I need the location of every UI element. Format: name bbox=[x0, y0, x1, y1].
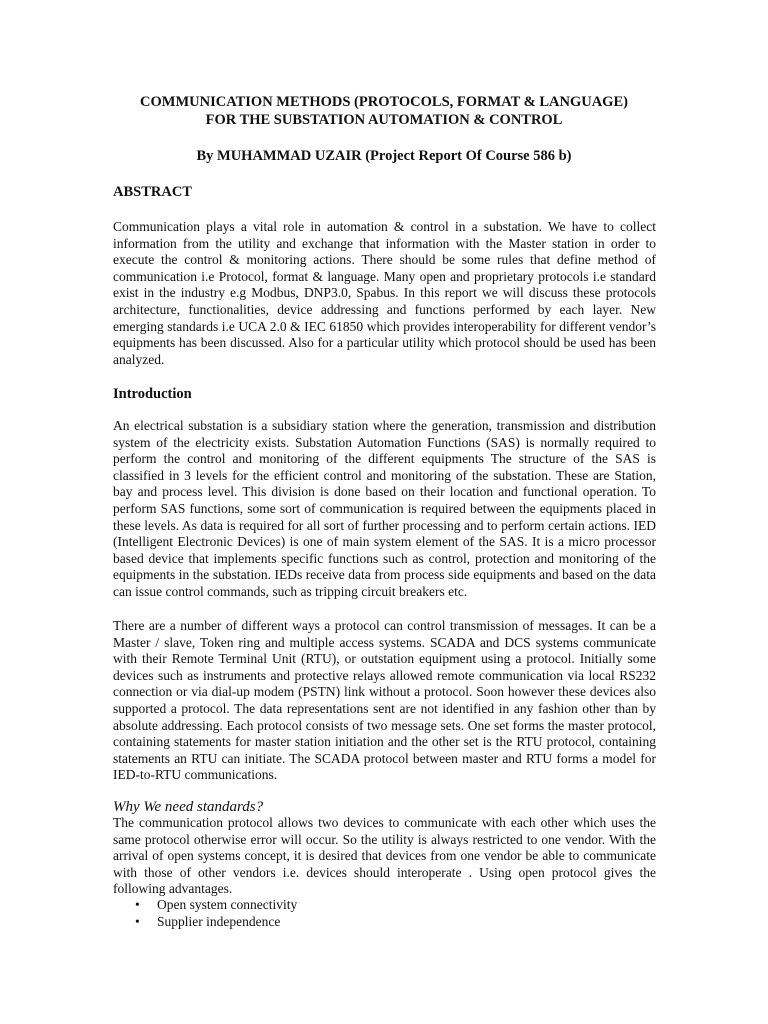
list-item bbox=[113, 914, 656, 931]
list-item bbox=[113, 897, 656, 914]
introduction-paragraph-2: There are a number of different ways a protocol can control transmission of messages. It can be a Master / slave, Token ring and multiple access systems. SCADA and DCS systems communicate with their Remote Terminal Unit (RTU), or outstation equipment using a protocol. Initially some devices such as instruments and protective relays allowed remote communication via local RS232 connection or via dial-up modem (PSTN) link without a protocol. Soon however these devices also supported a protocol. The data representations sent are not identified in any fashion other than by absolute addressing. Each protocol consists of two message sets. One set forms the master protocol, containing statements for master station initiation and the other set is the RTU protocol, containing statements an RTU can initiate. The SCADA protocol between master and RTU forms a model for IED-to-RTU communications. bbox=[113, 618, 656, 783]
introduction-paragraph-1: An electrical substation is a subsidiary station where the generation, transmission and distribution system of the electricity exists. Substation Automation Functions (SAS) is normally required to perform the control and monitoring of the different equipments The structure of the SAS is classified in 3 levels for the efficient control and monitoring of the substation. These are Station, bay and process level. This division is done based on their location and functional operation. To perform SAS functions, some sort of communication is required between the equipments placed in these levels. As data is required for all sort of further processing and to perform certain actions. IED (Intelligent Electronic Devices) is one of main system element of the SAS. It is a micro processor based device that implements specific functions such as control, protection and monitoring of the equipments in the substation. IEDs receive data from process side equipments and based on the data can issue control commands, such as tripping circuit breakers etc. bbox=[113, 418, 656, 599]
abstract-heading: ABSTRACT bbox=[113, 184, 192, 200]
author-byline: By MUHAMMAD UZAIR (Project Report Of Course 586 b) bbox=[196, 148, 572, 164]
introduction-heading: Introduction bbox=[113, 386, 192, 402]
bullet-icon: • bbox=[135, 913, 140, 929]
list-item-text: Open system connectivity bbox=[157, 897, 298, 912]
list-item-text: Supplier independence bbox=[157, 913, 281, 929]
title-line-1: COMMUNICATION METHODS (PROTOCOLS, FORMAT & LANGUAGE) bbox=[140, 94, 628, 110]
title-line-2: FOR THE SUBSTATION AUTOMATION & CONTROL bbox=[205, 112, 563, 128]
abstract-paragraph: Communication plays a vital role in automation & control in a substation. We have to collect information from the utility and exchange that information with the Master station in order to execute the control & monitoring actions. There should be some rules that define method of communication i.e Protocol, format & language. Many open and proprietary protocols i.e standard exist in the industry e.g Modbus, DNP3.0, Spabus. In this report we will discuss these protocols architecture, functionalities, device addressing and functions performed by each layer. New emerging standards i.e UCA 2.0 & IEC 61850 which provides interoperability for different vendor’s equipments has been discussed. Also for a particular utility which protocol should be used has been analyzed. bbox=[113, 219, 656, 367]
standards-paragraph: The communication protocol allows two devices to communicate with each other which uses the same protocol otherwise error will occur. So the utility is always restricted to one vendor. With the arrival of open systems concept, it is desired that devices from one vendor be able to communicate with those of other vendors i.e. devices should interoperate . Using open protocol gives the following advantages. bbox=[113, 815, 656, 897]
standards-heading: Why We need standards? bbox=[113, 799, 264, 815]
paper-title bbox=[60, 93, 708, 129]
bullet-icon: • bbox=[135, 897, 140, 912]
advantages-list bbox=[113, 897, 656, 930]
